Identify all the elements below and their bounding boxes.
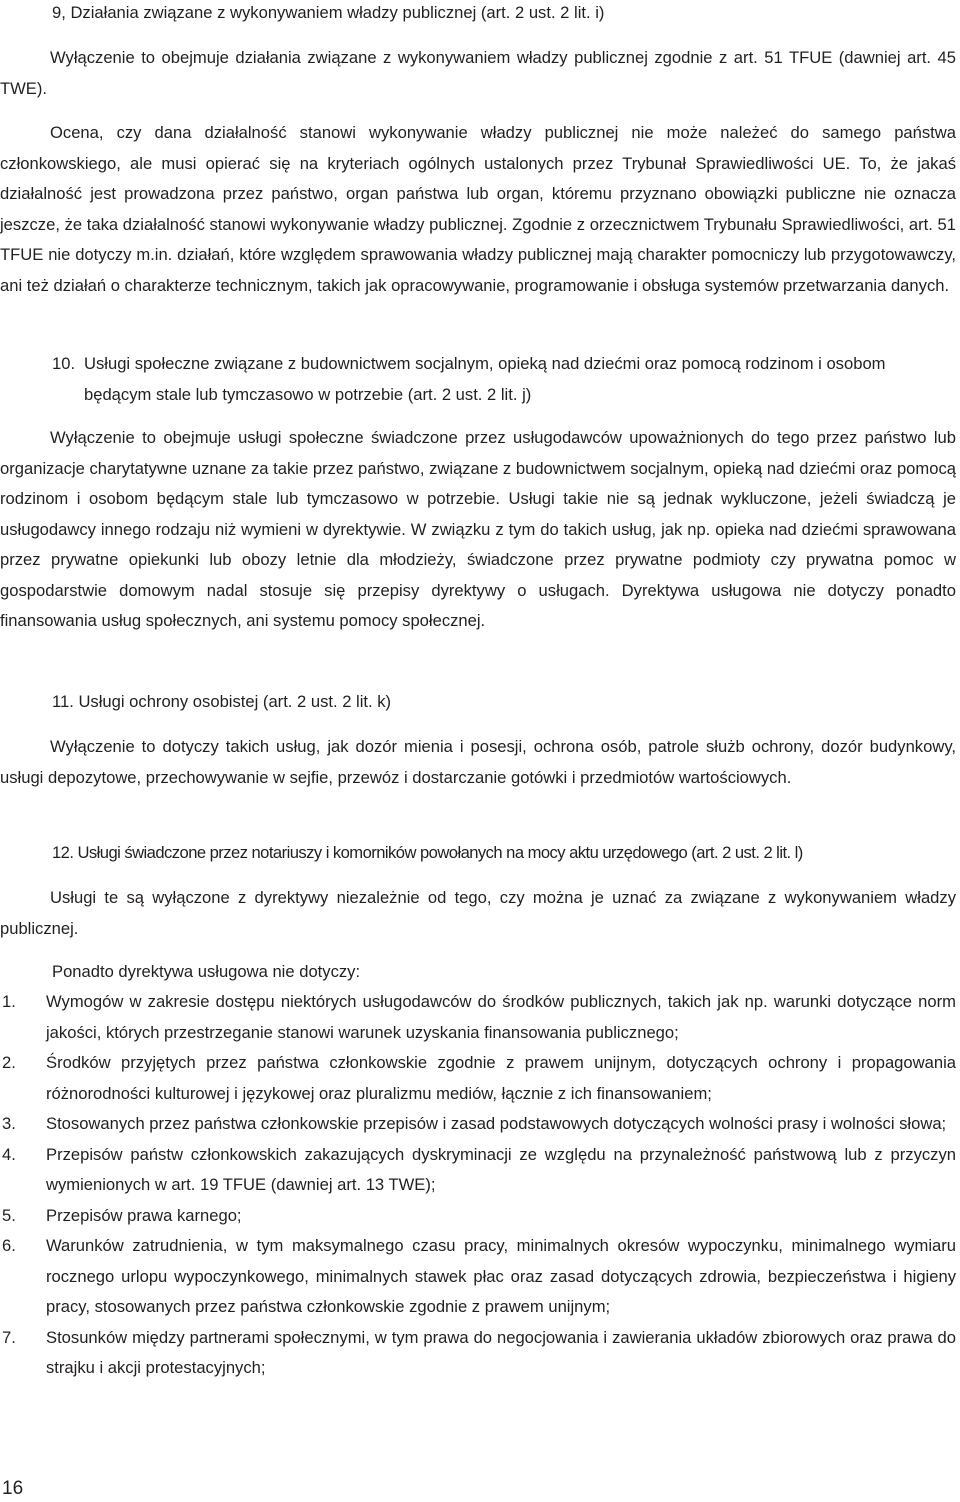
page-number: 16 bbox=[2, 1478, 24, 1499]
list-item bbox=[0, 1201, 956, 1232]
list-item-text: Przepisów prawa karnego; bbox=[46, 1205, 242, 1225]
list-item-number: 1. bbox=[2, 992, 16, 1011]
list-item-text: Wymogów w zakresie dostępu niektórych usługodawców do środków publicznych, takich jak np. warunki dotyczące norm jakości, których przestrzeganie stanowi warunek uzyskania finansowania publicznego; bbox=[46, 992, 956, 1042]
list-item-text: Środków przyjętych przez państwa członkowskie zgodnie z prawem unijnym, dotyczących ochrony i propagowania różnorodności kulturowej i językowej oraz pluralizmu mediów, łącznie z ich finansowaniem; bbox=[46, 1053, 956, 1103]
list-item-text: Stosowanych przez państwa członkowskie przepisów i zasad podstawowych dotyczących wolności prasy i wolności słowa; bbox=[46, 1114, 947, 1133]
section-9-paragraph-1: Wyłączenie to obejmuje działania związane z wykonywaniem władzy publicznej zgodnie z art. 51 TFUE (dawniej art. 45 TWE). bbox=[0, 48, 956, 98]
section-12-heading: 12. Usługi świadczone przez notariuszy i komorników powołanych na mocy aktu urzędowego (art. 2 ust. 2 lit. l) bbox=[52, 843, 803, 862]
list-item-number: 4. bbox=[2, 1144, 16, 1164]
section-9-paragraph-2: Ocena, czy dana działalność stanowi wykonywanie władzy publicznej nie może należeć do samego państwa członkowskiego, ale musi opierać się na kryteriach ogólnych ustalonych przez Trybunał Sprawiedliwości UE. To, że jakaś działalność jest prowadzona przez państwo, organ państwa lub organ, któremu przyznano obowiązki publiczne nie oznacza jeszcze, że taka działalność stanowi wykonywanie władzy publicznej. Zgodnie z orzecznictwem Trybunału Sprawiedliwości, art. 51 TFUE nie dotyczy m.in. działań, które względem sprawowania władzy publicznej mają charakter pomocniczy lub przygotowawczy, ani też działań o charakterze technicznym, takich jak opracowywanie, programowanie i obsługa systemów przetwarzania danych. bbox=[0, 123, 956, 295]
list-item-number: 2. bbox=[2, 1053, 16, 1072]
list-item-text: Stosunków między partnerami społecznymi, w tym prawa do negocjowania i zawierania układów zbiorowych oraz prawa do strajku i akcji protestacyjnych; bbox=[46, 1327, 956, 1377]
list-item-text: Warunków zatrudnienia, w tym maksymalnego czasu pracy, minimalnych okresów wypoczynku, minimalnego wymiaru rocznego urlopu wypoczynkowego, minimalnych stawek płac oraz zasad dotyczących zdrowia, bezpieczeństwa i higieny pracy, stosowanych przez państwa członkowskie zgodnie z prawem unijnym; bbox=[46, 1236, 956, 1316]
list-item bbox=[0, 1109, 956, 1140]
section-11-paragraph: Wyłączenie to dotyczy takich usług, jak dozór mienia i posesji, ochrona osób, patrole służb ochrony, dozór budynkowy, usługi depozytowe, przechowywanie w sejfie, przewóz i dostarczanie gotówki i przedmiotów wartościowych. bbox=[0, 737, 956, 787]
section-10-paragraph: Wyłączenie to obejmuje usługi społeczne świadczone przez usługodawców upoważnionych do tego przez państwo lub organizacje charytatywne uznane za takie przez państwo, związane z budownictwem socjalnym, opieką nad dziećmi oraz pomocą rodzinom i osobom będącym stale lub tymczasowo w potrzebie. Usługi takie nie są jednak wykluczone, jeżeli świadczą je usługodawcy innego rodzaju niż wymieni w dyrektywie. W związku z tym do takich usług, jak np. opieka nad dziećmi sprawowana przez prywatne opiekunki lub obozy letnie dla młodzieży, świadczone przez prywatne podmioty czy prywatna pomoc w gospodarstwie domowym nadal stosuje się przepisy dyrektywy o usługach. Dyrektywa usługowa nie dotyczy ponadto finansowania usług społecznych, ani systemu pomocy społecznej. bbox=[0, 428, 956, 630]
list-item-text: Przepisów państw członkowskich zakazujących dyskryminacji ze względu na przynależność państwową lub z przyczyn wymienionych w art. 19 TFUE (dawniej art. 13 TWE); bbox=[46, 1144, 956, 1194]
section-9-heading: 9, Działania związane z wykonywaniem władzy publicznej (art. 2 ust. 2 lit. i) bbox=[52, 3, 605, 22]
list-item bbox=[0, 987, 956, 1048]
list-item-number: 5. bbox=[2, 1205, 16, 1225]
section-10-number: 10. bbox=[52, 354, 76, 373]
list-intro: Ponadto dyrektywa usługowa nie dotyczy: bbox=[52, 962, 361, 981]
exclusion-list bbox=[0, 987, 956, 1384]
section-12-paragraph: Usługi te są wyłączone z dyrektywy niezależnie od tego, czy można je uznać za związane z wykonywaniem władzy publicznej. bbox=[0, 888, 956, 938]
section-10-title: Usługi społeczne związane z budownictwem socjalnym, opieką nad dziećmi oraz pomocą rodzinom i osobom będącym stale lub tymczasowo w potrzebie (art. 2 ust. 2 lit. j) bbox=[84, 354, 886, 404]
list-item bbox=[0, 1048, 956, 1109]
list-item-number: 6. bbox=[2, 1236, 16, 1255]
list-item-number: 3. bbox=[2, 1114, 16, 1133]
list-item bbox=[0, 1231, 956, 1323]
section-11-heading: 11. Usługi ochrony osobistej (art. 2 ust. 2 lit. k) bbox=[52, 692, 392, 711]
list-item bbox=[0, 1140, 956, 1201]
list-item-number: 7. bbox=[2, 1327, 16, 1347]
list-item bbox=[0, 1323, 956, 1384]
section-10-heading bbox=[52, 349, 956, 410]
